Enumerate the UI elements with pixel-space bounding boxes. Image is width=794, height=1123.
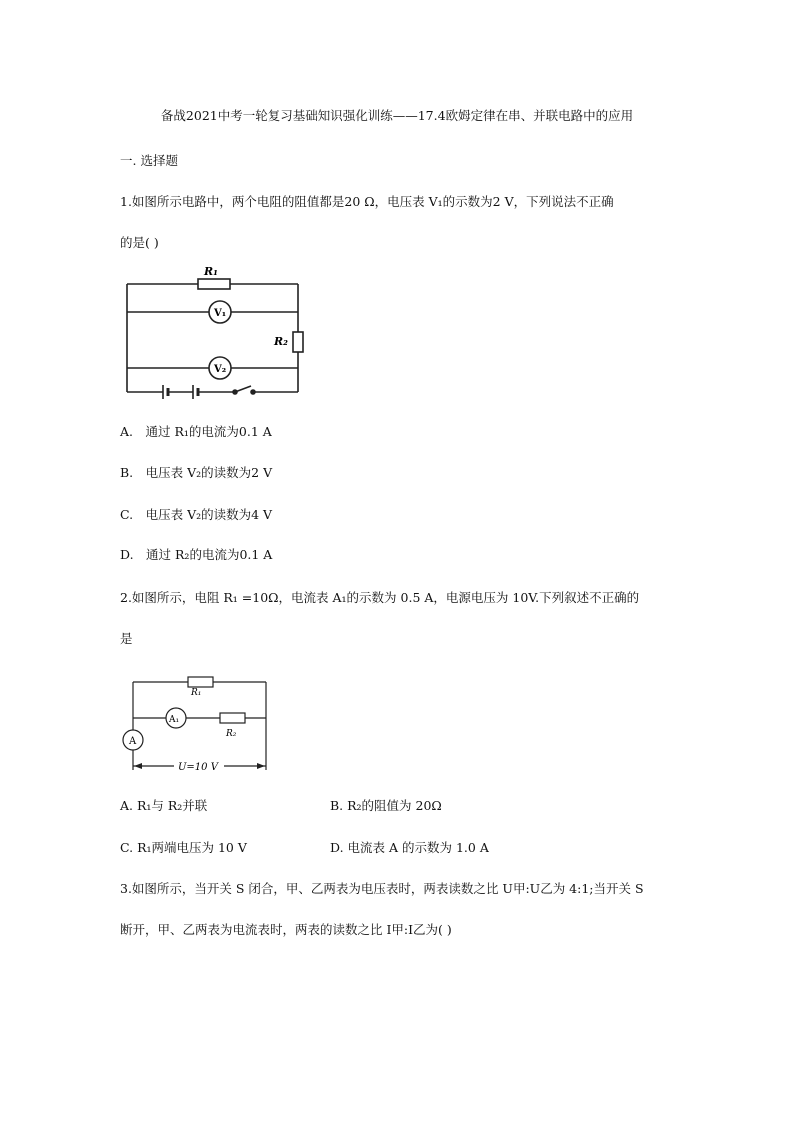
q1-r1-label: R₁ [204,265,218,278]
q2-option-a: A. R₁与 R₂并联 [120,798,208,813]
q2-voltage-label: U=10 V [178,762,218,773]
page-title: 备战2021中考一轮复习基础知识强化训练——17.4欧姆定律在串、并联电路中的应用 [160,108,634,123]
section-heading: 一. 选择题 [120,153,178,168]
q1-option-d: D. 通过 R₂的电流为0.1 A [120,547,273,562]
q3-stem-line1: 3.如图所示，当开关 S 闭合，甲、乙两表为电压表时，两表读数之比 U甲:U乙为 4:1;当开关 S [120,881,644,896]
q1-stem-line1: 1.如图所示电路中，两个电阻的阻值都是20 Ω，电压表 V₁的示数为2 V，下列说法不正确 [120,194,614,209]
q1-option-b: B. 电压表 V₂的读数为2 V [120,465,273,480]
q1-option-c: C. 电压表 V₂的读数为4 V [120,507,273,522]
q2-stem-line2: 是 [120,631,133,646]
q2-r2-label: R₂ [226,729,237,739]
q1-v2-label: V₂ [214,364,227,375]
q1-v1-label: V₁ [214,308,227,319]
q1-circuit-diagram [118,262,308,402]
q2-circuit-diagram [118,668,278,780]
q1-r2-label: R₂ [274,335,288,348]
q2-r1-label: R₁ [191,688,202,698]
q2-option-b: B. R₂的阻值为 20Ω [330,798,442,813]
q2-a1-label: A₁ [169,715,180,725]
q1-option-a: A. 通过 R₁的电流为0.1 A [120,424,272,439]
q2-option-c: C. R₁两端电压为 10 V [120,840,247,855]
q2-stem-line1: 2.如图所示，电阻 R₁ =10Ω，电流表 A₁的示数为 0.5 A，电源电压为 10V.下列叙述不正确的 [120,590,640,605]
q1-stem-line2: 的是( ) [120,235,159,250]
q2-a-label: A [129,736,137,747]
q3-stem-line2: 断开，甲、乙两表为电流表时，两表的读数之比 I甲:I乙为( ) [120,922,452,937]
q2-option-d: D. 电流表 A 的示数为 1.0 A [330,840,489,855]
